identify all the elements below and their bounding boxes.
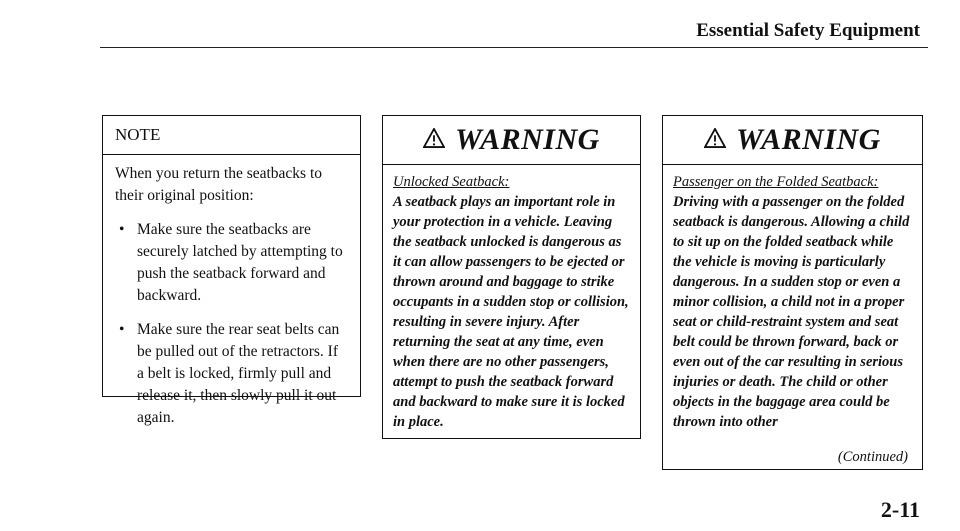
warning-subtitle: Unlocked Seatback: [393,174,510,190]
warning-box-folded-seatback [662,115,923,470]
warning-heading-text: WARNING [736,123,881,156]
warning-subtitle: Passenger on the Folded Seatback: [673,174,879,190]
note-bullet-list [115,219,348,429]
page-number: 2-11 [880,497,920,522]
warning-heading [663,116,922,165]
warning-triangle-icon [704,128,726,148]
warning-heading-text: WARNING [455,123,600,156]
continued-label: (Continued) [837,449,908,465]
warning-heading [383,116,640,165]
note-box [102,115,361,426]
note-body [103,155,360,429]
header-rule [100,47,928,48]
warning-box-unlocked-seatback [382,115,641,439]
section-title: Essential Safety Equipment [696,20,920,41]
warning-text: A seatback plays an important role in your protection in a vehicle. Leaving the seatback unlocked is dangerous as it can allow passengers to be ejected or thrown around and baggage to strike occupants in a sudden stop or collision, resulting in severe injury. After returning the seat at any time, even when there are no other passengers, attempt to push the seatback forward and backward to make sure it is locked in place. [393,194,629,430]
warning-body [663,165,922,432]
note-intro: When you return the seatbacks to their original position: [115,165,323,204]
note-bullet: • Make sure the seatbacks are securely latched by attempting to push the seatback forward and backward. [137,219,348,307]
warning-text: Driving with a passenger on the folded seatback is dangerous. Allowing a child to sit up on the folded seatback while the vehicle is moving is particularly dangerous. In a sudden stop or even a minor collision, a child not in a proper seat or child-restraint system and seat belt could be thrown forward, back or even out of the car resulting in serious injuries or death. The child or other objects in the baggage area could be thrown into other [673,194,910,430]
warning-triangle-icon [423,128,445,148]
note-bullet: • Make sure the rear seat belts can be pulled out of the retractors. If a belt is locked, firmly pull and release it, then slowly pull it out again. [137,319,348,429]
note-heading: NOTE [103,116,360,155]
warning-body [383,165,640,432]
